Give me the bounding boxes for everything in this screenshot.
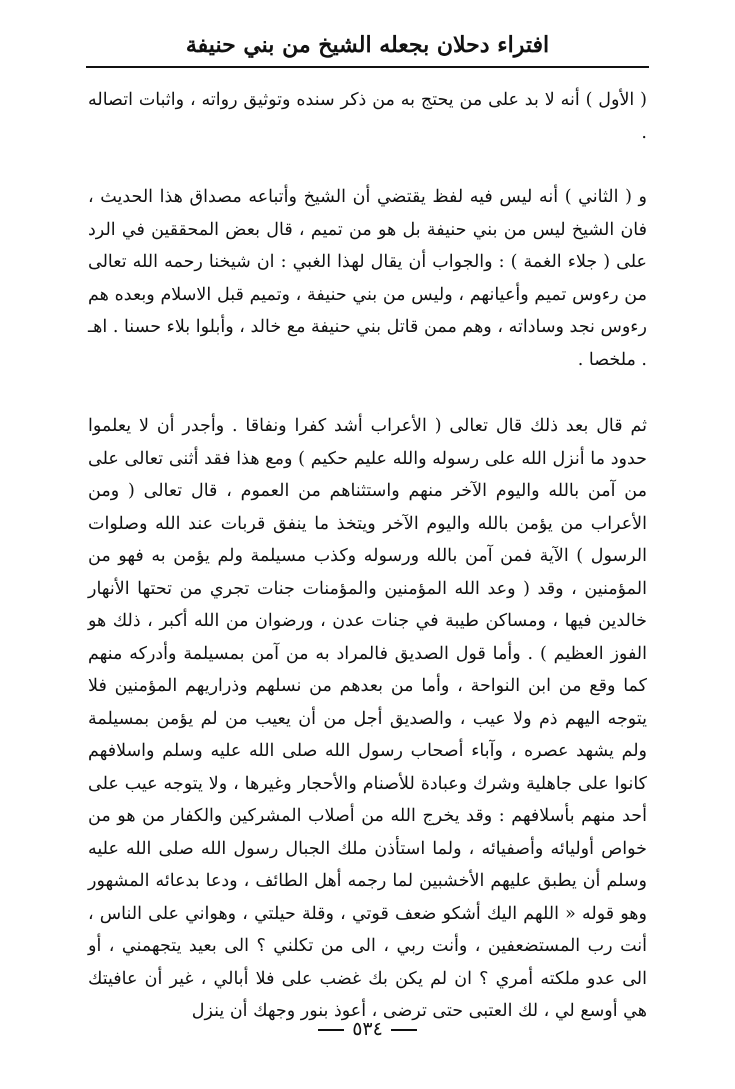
page-footer <box>0 1018 735 1040</box>
footer-dash-left <box>391 1029 417 1031</box>
footer-dash-right <box>318 1029 344 1031</box>
paragraph-spacer <box>88 376 647 410</box>
paragraph-second-point: و ( الثاني ) أنه ليس فيه لفظ يقتضي أن الشيخ وأتباعه مصداق هذا الحديث ، فان الشيخ ليس من بني حنيفة بل هو من تميم ، قال بعض المحققين في الرد على ( جلاء الغمة ) : والجواب أن يقال لهذا الغبي : ان شيخنا رحمه الله تعالى من رءوس تميم وأعيانهم ، وليس من بني حنيفة ، وتميم قبل الاسلام وبعده هم رءوس نجد وساداته ، وهم ممن قاتل بني حنيفة مع خالد ، وأبلوا بلاء حسنا . اهـ . ملخصا . <box>88 187 647 370</box>
page-number: ٥٣٤ <box>352 1018 383 1040</box>
page-title: افتراء دحلان بجعله الشيخ من بني حنيفة <box>185 32 550 58</box>
paragraph-first-point: ( الأول ) أنه لا بد على من يحتج به من ذكر سنده وتوثيق رواته ، واثبات اتصاله . <box>88 90 647 143</box>
page-body <box>88 84 647 1028</box>
header-divider <box>86 66 649 68</box>
paragraph-spacer <box>88 149 647 181</box>
paragraph-quranic-discussion: ثم قال بعد ذلك قال تعالى ( الأعراب أشد كفرا ونفاقا . وأجدر أن لا يعلموا حدود ما أنزل الله على رسوله والله عليم حكيم ) ومع هذا فقد أثنى تعالى على من آمن بالله واليوم الآخر منهم واستثناهم من العموم ، قال تعالى ( ومن الأعراب من يؤمن بالله واليوم الآخر ويتخذ ما ينفق قربات عند الله وصلوات الرسول ) الآية فمن آمن بالله ورسوله وكذب مسيلمة ولم يؤمن به فهو من المؤمنين ، وقد ( وعد الله المؤمنين والمؤمنات جنات تجري من تحتها الأنهار خالدين فيها ، ومساكن طيبة في جنات عدن ، ورضوان من الله أكبر ، ذلك هو الفوز العظيم ) . وأما قول الصديق فالمراد به من آمن بمسيلمة وأدركه منهم كما وقع من ابن النواحة ، وأما من بعدهم من نسلهم وذراريهم المؤمنين فلا يتوجه اليهم ذم ولا عيب ، والصديق أجل من أن يعيب من لم يؤمن بمسيلمة ولم يشهد عصره ، وآباء أصحاب رسول الله صلى الله عليه وسلم واسلافهم كانوا على جاهلية وشرك وعبادة للأصنام والأحجار وغيرها ، ولا يتوجه عيب على أحد منهم بأسلافهم : وقد يخرج الله من أصلاب المشركين والكفار من هو من خواص أوليائه وأصفيائه ، ولما استأذن ملك الجبال رسول الله صلى الله عليه وسلم أن يطبق عليهم الأخشبين لما رجمه أهل الطائف ، ودعا بدعائه المشهور وهو قوله « اللهم اليك أشكو ضعف قوتي ، وقلة حيلتي ، وهواني على الناس ، أنت رب المستضعفين ، وأنت ربي ، الى من تكلني ؟ الى بعيد يتجهمني ، أو الى عدو ملكته أمري ؟ ان لم يكن بك غضب على فلا أبالي ، غير أن عافيتك هي أوسع لي ، لك العتبى حتى ترضى ، أعوذ بنور وجهك أن ينزل <box>88 416 647 1021</box>
